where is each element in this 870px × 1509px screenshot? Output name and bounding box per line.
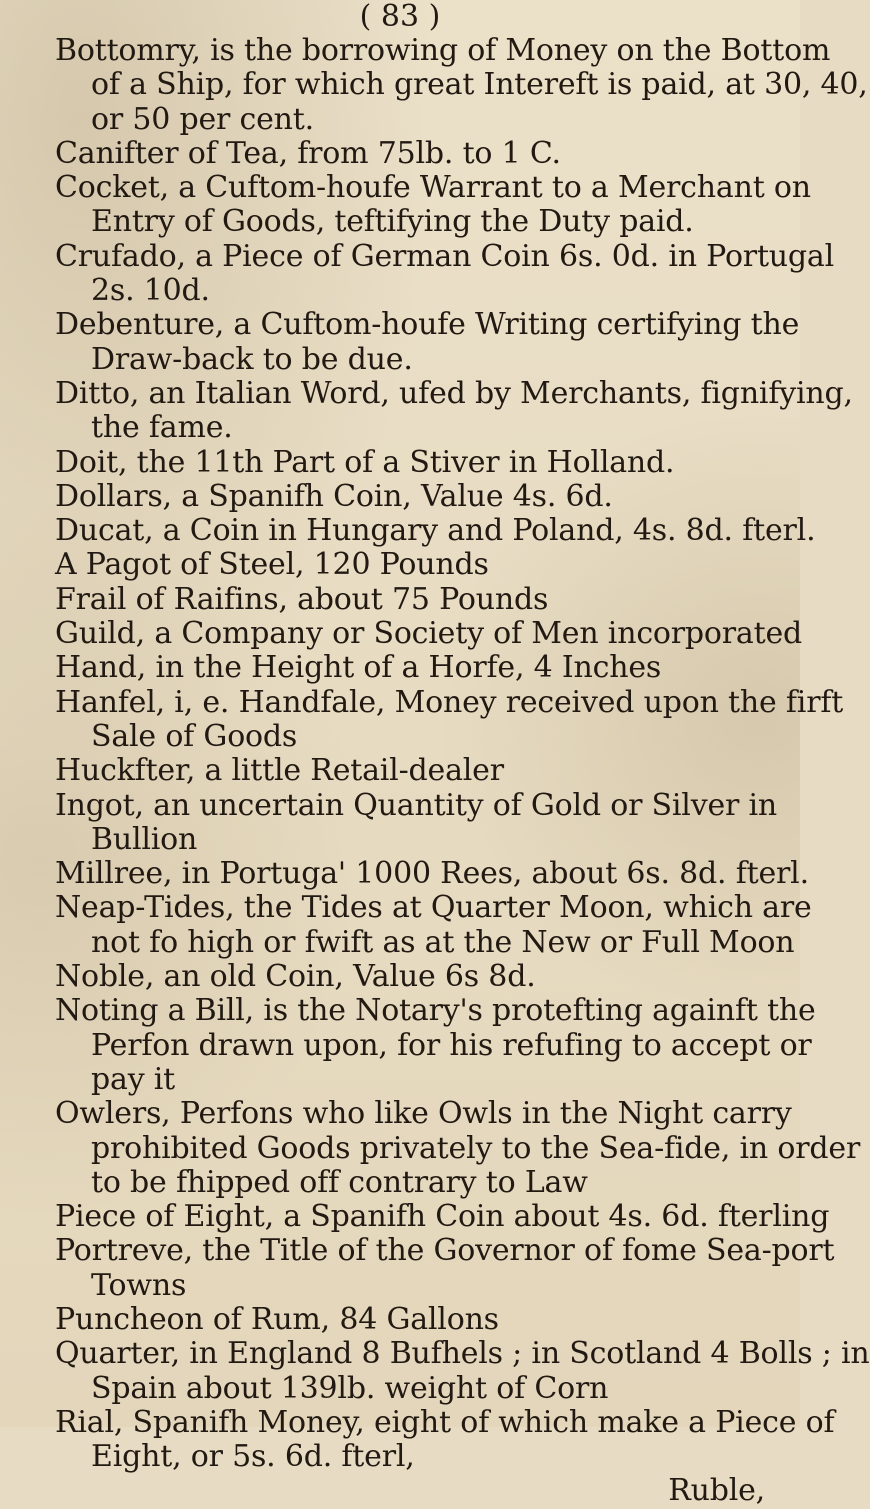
glossary-entry xyxy=(55,684,844,755)
entry-headline: Dollars, a Spanifh Coin, Value 4s. 6d. xyxy=(55,478,613,514)
entry-headline: Hand, in the Height of a Horfe, 4 Inches xyxy=(55,650,662,686)
entry-continuation: pay it xyxy=(91,1061,176,1097)
glossary-entry xyxy=(55,616,803,652)
entry-continuation: Towns xyxy=(91,1267,187,1303)
entry-headline: Ingot, an uncertain Quantity of Gold or Silver in xyxy=(55,787,777,823)
glossary-entry xyxy=(55,583,775,617)
entry-headline: Hanfel, i, e. Handfale, Money received upon the firft xyxy=(55,684,844,720)
glossary-entry xyxy=(55,548,775,582)
entry-headline: Puncheon of Rum, 84 Gallons xyxy=(55,1301,499,1337)
glossary-entry xyxy=(55,890,812,960)
entry-continuation: the fame. xyxy=(91,410,233,446)
entry-headline: Rial, Spanifh Money, eight of which make a Piece of xyxy=(55,1404,835,1440)
glossary-entry xyxy=(55,856,809,892)
entry-continuation: Bullion xyxy=(91,821,198,857)
entry-continuation: not fo high or fwift as at the New or Full Moon xyxy=(91,924,795,960)
glossary-entry xyxy=(55,137,775,171)
glossary-entry xyxy=(55,1096,861,1200)
entry-headline: Noble, an old Coin, Value 6s 8d. xyxy=(55,959,536,995)
entry-continuation: or 50 per cent. xyxy=(91,101,314,137)
entry-headline: Neap-Tides, the Tides at Quarter Moon, which are xyxy=(55,890,812,926)
glossary-entry xyxy=(55,513,816,549)
entry-headline: Guild, a Company or Society of Men incorporated xyxy=(55,616,803,652)
entry-headline: Millree, in Portuga' 1000 Rees, about 6s. 8d. fterl. xyxy=(55,856,809,892)
entry-headline: Cocket, a Cuftom-houfe Warrant to a Merchant on xyxy=(55,170,811,206)
entry-headline: Ditto, an Italian Word, ufed by Merchants, fignifying, xyxy=(55,375,853,411)
glossary-entry xyxy=(55,960,775,994)
glossary-entry xyxy=(55,170,811,240)
entry-continuation: Spain about 139lb. weight of Corn xyxy=(91,1370,609,1406)
glossary-entry xyxy=(55,1233,835,1303)
glossary-entry xyxy=(55,651,775,685)
entry-headline: Portreve, the Title of the Governor of fome Sea-port xyxy=(55,1233,835,1269)
glossary-entry xyxy=(55,480,775,514)
entry-headline: Noting a Bill, is the Notary's protefting againft the xyxy=(55,993,816,1029)
entry-headline: Ducat, a Coin in Hungary and Poland, 4s. 8d. fterl. xyxy=(55,513,816,549)
entry-continuation: Draw-back to be due. xyxy=(91,341,413,377)
glossary-entry xyxy=(55,1404,835,1475)
glossary-entry xyxy=(55,1303,775,1337)
catchword: Ruble, xyxy=(668,1473,765,1509)
glossary-entry xyxy=(55,375,853,446)
glossary-entry xyxy=(55,789,775,858)
glossary-entry xyxy=(55,238,835,309)
entry-headline: Crufado, a Piece of German Coin 6s. 0d. in Portugal xyxy=(55,238,835,274)
glossary-entry xyxy=(55,33,868,137)
glossary-entry xyxy=(55,993,816,1097)
glossary-entry xyxy=(55,307,800,377)
entry-headline: Debenture, a Cuftom-houfe Writing certifying the xyxy=(55,307,800,343)
entry-headline: Canifter of Tea, from 75lb. to 1 C. xyxy=(55,135,561,171)
entry-continuation: Eight, or 5s. 6d. fterl, xyxy=(91,1439,415,1475)
entry-continuation: Entry of Goods, teftifying the Duty paid. xyxy=(91,204,694,240)
entry-headline: Owlers, Perfons who like Owls in the Night carry xyxy=(55,1096,792,1132)
glossary-list xyxy=(55,33,870,1509)
glossary-entry xyxy=(55,446,775,480)
glossary-entry xyxy=(55,1199,830,1235)
glossary-entry xyxy=(55,754,775,788)
entry-headline: Doit, the 11th Part of a Stiver in Holland. xyxy=(55,444,675,480)
entry-headline: Frail of Raifins, about 75 Pounds xyxy=(55,581,549,617)
page-number: ( 83 ) xyxy=(359,0,441,34)
entry-continuation: of a Ship, for which great Intereft is paid, at 30, 40, xyxy=(91,67,868,103)
entry-continuation: to be fhipped off contrary to Law xyxy=(91,1164,588,1200)
entry-headline: Quarter, in England 8 Bufhels ; in Scotland 4 Bolls ; in xyxy=(55,1336,870,1372)
entry-headline: Huckfter, a little Retail-dealer xyxy=(55,753,504,789)
entry-headline: Bottomry, is the borrowing of Money on the Bottom xyxy=(55,33,831,68)
entry-headline: Piece of Eight, a Spanifh Coin about 4s. 6d. fterling xyxy=(55,1199,830,1235)
entry-headline: A Pagot of Steel, 120 Pounds xyxy=(55,547,489,583)
entry-continuation: Perfon drawn upon, for his refufing to accept or xyxy=(91,1027,812,1063)
entry-continuation: 2s. 10d. xyxy=(91,273,210,309)
glossary-entry xyxy=(55,1336,870,1406)
entry-continuation: prohibited Goods privately to the Sea-fide, in order xyxy=(91,1130,861,1166)
entry-continuation: Sale of Goods xyxy=(91,718,298,754)
